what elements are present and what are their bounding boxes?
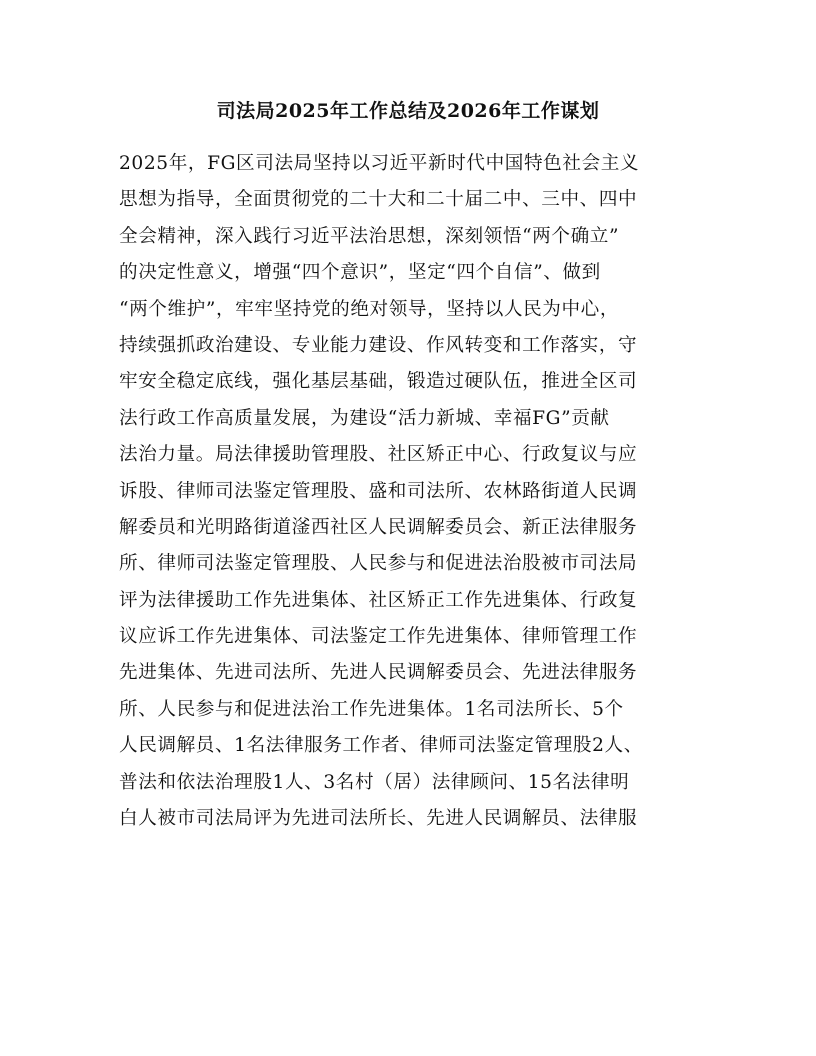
body-line: 普法和依法治理股1人、3名村（居）法律顾问、15名法律明 xyxy=(119,771,630,793)
body-line: 评为法律援助工作先进集体、社区矫正工作先进集体、行政复 xyxy=(119,589,638,611)
body-line: 人民调解员、1名法律服务工作者、律师司法鉴定管理股2人、 xyxy=(119,735,643,757)
body-line: 全会精神，深入践行习近平法治思想，深刻领悟“两个确立” xyxy=(119,225,620,247)
body-line: 解委员和光明路街道滏西社区人民调解委员会、新正法律服务 xyxy=(119,516,638,538)
body-line: 持续强抓政治建设、专业能力建设、作风转变和工作落实，守 xyxy=(119,334,638,356)
body-line: 所、人民参与和促进法治工作先进集体。1名司法所长、5个 xyxy=(119,698,624,720)
document-body xyxy=(119,146,719,837)
body-line: 法治力量。局法律援助管理股、社区矫正中心、行政复议与应 xyxy=(119,444,638,466)
body-line: “两个维护”，牢牢坚持党的绝对领导，坚持以人民为中心， xyxy=(119,298,620,320)
body-line: 先进集体、先进司法所、先进人民调解委员会、先进法律服务 xyxy=(119,662,638,684)
body-line: 所、律师司法鉴定管理股、人民参与和促进法治股被市司法局 xyxy=(119,553,638,575)
body-line: 法行政工作高质量发展，为建设“活力新城、幸福FG”贡献 xyxy=(119,407,610,429)
body-line: 牢安全稳定底线，强化基层基础，锻造过硬队伍，推进全区司 xyxy=(119,371,638,393)
body-line: 白人被市司法局评为先进司法所长、先进人民调解员、法律服 xyxy=(119,808,638,830)
body-line: 诉股、律师司法鉴定管理股、盛和司法所、农林路街道人民调 xyxy=(119,480,638,502)
body-line: 思想为指导，全面贯彻党的二十大和二十届二中、三中、四中 xyxy=(119,189,638,211)
body-line: 议应诉工作先进集体、司法鉴定工作先进集体、律师管理工作 xyxy=(119,626,638,648)
body-line: 2025年，FG区司法局坚持以习近平新时代中国特色社会主义 xyxy=(119,153,640,174)
document-title: 司法局2025年工作总结及2026年工作谋划 xyxy=(216,100,600,122)
body-line: 的决定性意义，增强“四个意识”，坚定“四个自信”、做到 xyxy=(119,262,601,284)
